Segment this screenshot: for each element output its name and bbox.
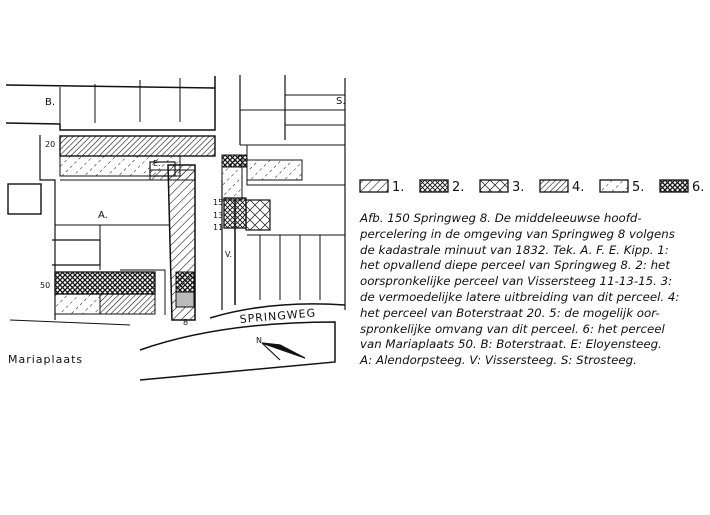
label-springweg: SPRINGWEG xyxy=(239,306,317,326)
parcel-6-top xyxy=(222,155,247,167)
parcel-3-extension xyxy=(246,200,270,230)
parcel-1-upper xyxy=(150,170,195,180)
caption-line: de kadastrale minuut van 1832. Tek. A. F. E. Kipp. 1: xyxy=(360,242,669,257)
legend-swatch-6 xyxy=(660,180,688,192)
north-arrow-icon xyxy=(256,336,305,360)
boterstraat-edge xyxy=(6,76,215,130)
label-parcel-15: 15 xyxy=(213,198,224,207)
caption-line: Afb. 150 Springweg 8. De middeleeuwse hoofd- xyxy=(360,211,642,225)
legend-label-3: 3. xyxy=(512,180,525,195)
label-parcel-50: 50 xyxy=(40,281,51,290)
legend-label-1: 1. xyxy=(392,180,405,195)
caption-line: van Mariaplaats 50. B: Boterstraat. E: Eloyensteeg. xyxy=(360,337,662,352)
legend xyxy=(360,180,704,195)
parcel-6-lower xyxy=(55,294,100,314)
caption-line: het opvallend diepe perceel van Springweg 8. 2: het xyxy=(360,258,670,273)
label-mariaplaats: Mariaplaats xyxy=(8,353,84,366)
legend-label-4: 4. xyxy=(572,180,585,195)
legend-swatch-5 xyxy=(600,180,628,192)
caption-line: oorspronkelijke perceel van Vissersteeg 11-13-15. 3: xyxy=(360,274,673,289)
block-north-boterstraat xyxy=(60,78,180,123)
caption-line: percelering in de omgeving van Springweg 8 volgens xyxy=(360,226,675,241)
parcel-1-bottom-cross xyxy=(176,272,194,292)
block-strosteeg xyxy=(240,95,345,145)
caption-line: spronkelijke omvang van dit perceel. 6: het perceel xyxy=(360,321,665,336)
legend-label-6: 6. xyxy=(692,180,705,195)
parcel-5-strosteeg xyxy=(247,160,302,180)
caption-line: het perceel van Boterstraat 20. 5: de mogelijk oor- xyxy=(360,305,660,320)
block-left-square xyxy=(8,184,41,214)
legend-swatch-1 xyxy=(360,180,388,192)
legend-swatch-4 xyxy=(540,180,568,192)
legend-label-2: 2. xyxy=(452,180,465,195)
legend-swatch-2 xyxy=(420,180,448,192)
springweg-south xyxy=(140,322,335,380)
parcel-2-vissersteeg xyxy=(224,198,246,228)
parcel-4-boterstraat-20 xyxy=(60,136,215,156)
svg-text:N: N xyxy=(256,336,262,345)
label-boterstraat: B. xyxy=(45,97,56,108)
label-parcel-13: 13 xyxy=(213,211,224,220)
label-parcel-20: 20 xyxy=(45,140,56,149)
legend-label-5: 5. xyxy=(632,180,645,195)
label-parcel-8: 8 xyxy=(183,318,189,327)
caption-line: de vermoedelijke latere uitbreiding van dit perceel. 4: xyxy=(360,289,680,304)
caption-line: A: Alendorpsteeg. V: Vissersteeg. S: Strosteeg. xyxy=(360,353,637,368)
label-eloyensteeg: E. xyxy=(153,159,161,168)
label-strosteeg: S. xyxy=(336,96,346,107)
parcel-1-bottom-grey xyxy=(176,292,194,307)
label-alendorpsteeg: A. xyxy=(98,210,108,221)
parcel-6-mariaplaats-50 xyxy=(55,272,155,294)
boterstraat-north-edge xyxy=(6,85,215,88)
legend-swatch-3 xyxy=(480,180,508,192)
label-parcel-11: 11 xyxy=(213,223,224,232)
mariaplaats-edge xyxy=(10,320,130,325)
figure-caption xyxy=(360,211,705,369)
label-vissersteeg: V. xyxy=(225,250,232,259)
parcel-6-lower-right xyxy=(100,294,155,314)
